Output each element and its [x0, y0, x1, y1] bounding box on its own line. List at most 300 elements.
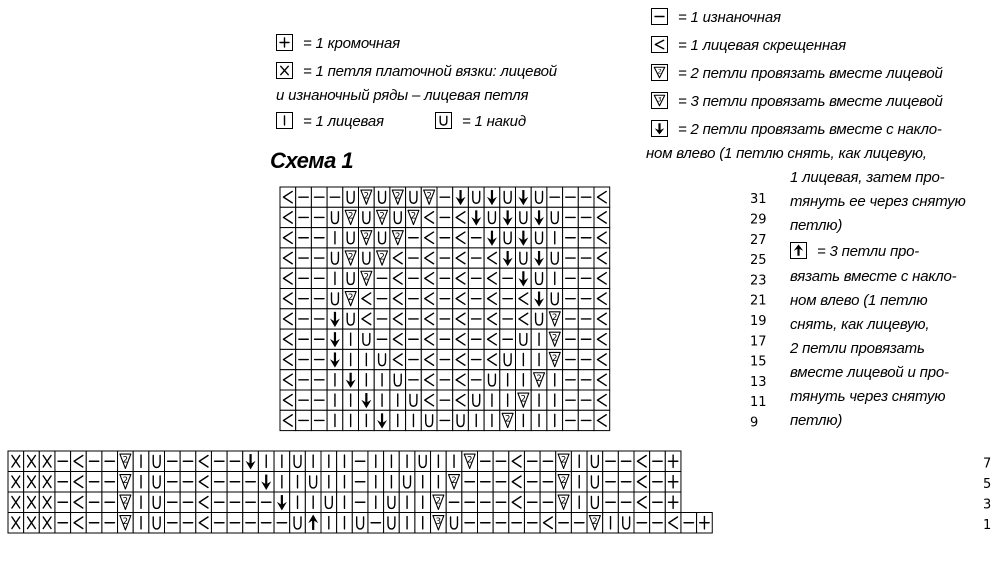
stitch-twisted [594, 248, 610, 268]
svg-text:2: 2 [122, 496, 129, 507]
legend-item-purl [651, 8, 781, 28]
legend-label: = 1 лицевая [302, 113, 384, 130]
legend-label: = 1 кромочная [302, 35, 400, 52]
stitch-purl [180, 472, 196, 493]
stitch-purl [311, 248, 327, 268]
stitch-yo [343, 268, 359, 288]
row-number: 9 [750, 415, 759, 431]
stitch-purl [524, 472, 540, 493]
yarn-over-icon [435, 112, 452, 129]
stitch-purl [578, 349, 594, 369]
stitch-yo [547, 248, 563, 268]
stitch-yo [327, 289, 343, 309]
lower-chart-grid [8, 451, 991, 533]
stitch-knit [484, 390, 500, 410]
stitch-purl [468, 349, 484, 369]
stitch-twisted [421, 309, 437, 329]
stitch-k2tog [556, 451, 572, 472]
stitch-yo [484, 207, 500, 227]
stitch-knit [133, 451, 149, 472]
stitch-yo [374, 228, 390, 248]
stitch-yo [352, 513, 368, 534]
stitch-twisted [421, 248, 437, 268]
stitch-purl [446, 492, 462, 513]
stitch-purl [311, 187, 327, 207]
stitch-purl [547, 187, 563, 207]
stitch-purl [180, 492, 196, 513]
stitch-purl [524, 492, 540, 513]
stitch-ssk [500, 207, 516, 227]
stitch-purl [468, 329, 484, 349]
stitch-purl [578, 187, 594, 207]
chart-row-1 [8, 513, 991, 534]
chart-row-15 [280, 349, 767, 369]
stitch-ssk [516, 228, 532, 248]
stitch-purl [243, 513, 259, 534]
k3tog-icon [651, 92, 668, 109]
stitch-ssk [531, 207, 547, 227]
stitch-purl [493, 472, 509, 493]
stitch-purl [227, 472, 243, 493]
stitch-purl [102, 451, 118, 472]
stitch-purl [578, 329, 594, 349]
stitch-purl [563, 187, 579, 207]
stitch-purl [563, 289, 579, 309]
row-number: 27 [750, 232, 767, 248]
stitch-twisted [594, 207, 610, 227]
stitch-knit [390, 410, 406, 430]
stitch-purl [563, 268, 579, 288]
svg-text:2: 2 [379, 211, 385, 222]
stitch-purl [603, 472, 619, 493]
stitch-k2tog [421, 187, 437, 207]
stitch-knit [384, 451, 400, 472]
stitch-purl [493, 492, 509, 513]
svg-text:2: 2 [363, 231, 370, 242]
edge-stitch-icon [276, 34, 293, 51]
legend-ssk-line2: ном влево (1 петлю снять, как лицевую, [646, 145, 927, 162]
stitch-yo [415, 451, 431, 472]
stitch-yo [149, 472, 165, 493]
stitch-yo [531, 268, 547, 288]
stitch-purl [211, 451, 227, 472]
stitch-purl [618, 451, 634, 472]
stitch-knit [368, 451, 384, 472]
stitch-ssk [531, 248, 547, 268]
stitch-purl [468, 248, 484, 268]
stitch-knit [274, 451, 290, 472]
stitch-yo [421, 410, 437, 430]
twisted-knit-icon [651, 36, 668, 53]
row-number: 23 [750, 273, 767, 289]
stitch-yo [290, 513, 306, 534]
stitch-twisted [196, 513, 212, 534]
stitch-twisted [453, 329, 469, 349]
stitch-purl [211, 513, 227, 534]
svg-text:2: 2 [552, 333, 558, 344]
stitch-yo [406, 390, 422, 410]
stitch-purl [437, 289, 453, 309]
stitch-yo [374, 187, 390, 207]
stitch-knit [321, 472, 337, 493]
stitch-knit [374, 390, 390, 410]
stitch-knit [133, 472, 149, 493]
row-number: 25 [750, 253, 767, 269]
stitch-k2tog [359, 187, 375, 207]
legend-ssk-line5: петлю) [790, 217, 843, 234]
stitch-twisted [421, 268, 437, 288]
stitch-knit [531, 329, 547, 349]
legend-item-garter [276, 62, 557, 82]
stitch-purl [406, 228, 422, 248]
stitch-k2tog [547, 349, 563, 369]
stitch-knit [327, 390, 343, 410]
stitch-yo [343, 228, 359, 248]
row-number: 5 [983, 476, 992, 492]
stitch-knit [399, 492, 415, 513]
stitch-purl [493, 513, 509, 534]
stitch-purl [437, 309, 453, 329]
purl-stitch-icon [651, 8, 668, 25]
svg-text:2: 2 [592, 516, 598, 527]
stitch-knit [500, 370, 516, 390]
stitch-purl [406, 349, 422, 369]
svg-text:2: 2 [379, 252, 385, 263]
stitch-yo [390, 370, 406, 390]
stitch-purl [563, 390, 579, 410]
stitch-purl [311, 289, 327, 309]
stitch-purl [352, 472, 368, 493]
stitch-purl [556, 513, 572, 534]
stitch-knit [603, 513, 619, 534]
stitch-k3tog [431, 513, 447, 534]
stitch-purl [258, 492, 274, 513]
stitch-knit [399, 513, 415, 534]
stitch-twisted [280, 248, 296, 268]
stitch-garter [8, 451, 24, 472]
svg-text:2: 2 [560, 496, 567, 507]
legend-item-sk2p [790, 242, 919, 262]
stitch-yo [327, 248, 343, 268]
stitch-ssk [243, 451, 259, 472]
chart-row-17 [280, 329, 767, 349]
svg-text:2: 2 [426, 191, 432, 202]
stitch-purl [478, 492, 494, 513]
stitch-edge [697, 513, 713, 534]
stitch-garter [24, 472, 40, 493]
stitch-ssk [500, 248, 516, 268]
stitch-purl [243, 492, 259, 513]
chart-row-23 [280, 268, 767, 288]
stitch-yo [399, 472, 415, 493]
stitch-purl [55, 451, 71, 472]
stitch-k2tog [390, 228, 406, 248]
svg-text:2: 2 [451, 475, 457, 486]
stitch-k2tog [374, 248, 390, 268]
stitch-yo [500, 228, 516, 248]
stitch-purl [634, 513, 650, 534]
stitch-purl [650, 472, 666, 493]
stitch-knit [571, 492, 587, 513]
chart-row-19 [280, 309, 767, 329]
stitch-purl [406, 289, 422, 309]
stitch-purl [274, 513, 290, 534]
stitch-purl [296, 370, 312, 390]
stitch-purl [524, 451, 540, 472]
stitch-purl [243, 472, 259, 493]
stitch-yo [390, 207, 406, 227]
stitch-knit [337, 492, 353, 513]
legend-item-knit [276, 112, 384, 132]
stitch-garter [24, 513, 40, 534]
stitch-yo [149, 451, 165, 472]
stitch-k2tog [343, 289, 359, 309]
stitch-knit [258, 451, 274, 472]
stitch-purl [563, 410, 579, 430]
stitch-purl [86, 472, 102, 493]
stitch-twisted [280, 207, 296, 227]
upper-chart-grid [280, 187, 767, 431]
stitch-purl [437, 390, 453, 410]
stitch-yo [384, 492, 400, 513]
stitch-knit [431, 472, 447, 493]
svg-text:2: 2 [410, 211, 417, 222]
stitch-purl [327, 187, 343, 207]
stitch-ssk [343, 370, 359, 390]
stitch-ssk [484, 228, 500, 248]
stitch-purl [468, 309, 484, 329]
stitch-purl [524, 513, 540, 534]
chart-row-7 [8, 451, 991, 472]
legend-label: = 1 изнаночная [677, 9, 781, 26]
stitch-twisted [359, 309, 375, 329]
stitch-twisted [665, 513, 681, 534]
stitch-knit [327, 410, 343, 430]
stitch-knit [368, 492, 384, 513]
legend-label: = 1 лицевая скрещенная [677, 37, 846, 54]
stitch-k2tog [431, 492, 447, 513]
stitch-twisted [280, 309, 296, 329]
stitch-knit [571, 472, 587, 493]
chart-row-5 [8, 472, 991, 493]
stitch-yo [374, 349, 390, 369]
stitch-ssk [516, 268, 532, 288]
stitch-knit [290, 472, 306, 493]
stitch-twisted [280, 410, 296, 430]
stitch-purl [86, 451, 102, 472]
stitch-twisted [421, 329, 437, 349]
svg-text:2: 2 [560, 455, 567, 466]
stitch-twisted [71, 492, 87, 513]
svg-text:2: 2 [122, 455, 129, 466]
stitch-twisted [594, 187, 610, 207]
stitch-k2tog [446, 472, 462, 493]
stitch-twisted [280, 370, 296, 390]
stitch-k2tog [118, 472, 134, 493]
svg-text:2: 2 [395, 191, 401, 202]
stitch-purl [296, 207, 312, 227]
stitch-purl [437, 370, 453, 390]
stitch-twisted [390, 329, 406, 349]
chart-row-13 [280, 370, 767, 390]
stitch-purl [578, 248, 594, 268]
stitch-yo [321, 492, 337, 513]
stitch-purl [296, 228, 312, 248]
stitch-twisted [453, 248, 469, 268]
stitch-twisted [390, 268, 406, 288]
stitch-twisted [453, 207, 469, 227]
stitch-ssk [327, 329, 343, 349]
stitch-purl [311, 309, 327, 329]
legend-sk2p-line3: ном влево (1 петлю [790, 292, 928, 309]
stitch-knit [327, 370, 343, 390]
stitch-knit [290, 492, 306, 513]
stitch-yo [500, 349, 516, 369]
svg-text:2: 2 [395, 231, 401, 242]
stitch-edge [665, 492, 681, 513]
stitch-purl [500, 329, 516, 349]
stitch-knit [547, 370, 563, 390]
stitch-purl [311, 390, 327, 410]
stitch-yo [484, 370, 500, 390]
stitch-yo [468, 390, 484, 410]
stitch-purl [296, 410, 312, 430]
legend-label: = 3 петли про- [816, 243, 920, 260]
stitch-purl [437, 248, 453, 268]
legend-item-yarn-over [435, 112, 526, 132]
stitch-purl [540, 472, 556, 493]
stitch-twisted [453, 309, 469, 329]
stitch-knit [500, 390, 516, 410]
stitch-k2tog [547, 329, 563, 349]
svg-text:2: 2 [363, 272, 370, 283]
stitch-purl [437, 349, 453, 369]
stitch-yo [384, 513, 400, 534]
row-number: 17 [750, 334, 767, 350]
stitch-purl [406, 248, 422, 268]
stitch-garter [39, 472, 55, 493]
stitch-purl [296, 268, 312, 288]
legend-item-garter-continued [276, 86, 528, 106]
stitch-twisted [71, 513, 87, 534]
stitch-purl [296, 187, 312, 207]
stitch-purl [571, 513, 587, 534]
stitch-purl [165, 472, 181, 493]
stitch-knit [327, 228, 343, 248]
stitch-twisted [280, 329, 296, 349]
stitch-twisted [509, 472, 525, 493]
stitch-purl [468, 289, 484, 309]
sk2p-arrow-up-icon [790, 242, 807, 259]
stitch-purl [493, 451, 509, 472]
stitch-knit [305, 451, 321, 472]
legend-label: = 1 петля платочной вязки: лицевой [302, 63, 557, 80]
stitch-knit [133, 492, 149, 513]
row-number: 13 [750, 374, 767, 390]
stitch-twisted [71, 451, 87, 472]
legend-item-edge [276, 34, 400, 54]
stitch-knit [274, 472, 290, 493]
stitch-purl [478, 472, 494, 493]
stitch-ssk [531, 289, 547, 309]
stitch-knit [374, 370, 390, 390]
stitch-twisted [484, 349, 500, 369]
stitch-knit [321, 451, 337, 472]
stitch-purl [406, 329, 422, 349]
stitch-yo [149, 492, 165, 513]
legend-sk2p-line7: тянуть через снятую [790, 388, 946, 405]
chart-row-31 [280, 187, 767, 207]
stitch-k2tog [118, 451, 134, 472]
stitch-twisted [484, 268, 500, 288]
stitch-purl [468, 370, 484, 390]
stitch-purl [165, 513, 181, 534]
stitch-yo [516, 207, 532, 227]
stitch-twisted [421, 228, 437, 248]
stitch-garter [8, 492, 24, 513]
stitch-yo [406, 187, 422, 207]
stitch-purl [311, 410, 327, 430]
stitch-twisted [453, 349, 469, 369]
legend-sk2p-line2: вязать вместе с накло- [790, 268, 957, 285]
stitch-twisted [484, 309, 500, 329]
stitch-twisted [390, 248, 406, 268]
stitch-knit [343, 410, 359, 430]
stitch-twisted [634, 451, 650, 472]
stitch-twisted [484, 289, 500, 309]
stitch-k2tog [343, 207, 359, 227]
chart-row-11 [280, 390, 767, 410]
stitch-purl [468, 268, 484, 288]
stitch-yo [305, 472, 321, 493]
stitch-yo [327, 207, 343, 227]
stitch-purl [563, 329, 579, 349]
stitch-purl [311, 370, 327, 390]
stitch-yo [343, 309, 359, 329]
stitch-purl [374, 289, 390, 309]
stitch-twisted [421, 390, 437, 410]
stitch-purl [86, 492, 102, 513]
stitch-purl [478, 513, 494, 534]
stitch-yo [587, 472, 603, 493]
stitch-yo [149, 513, 165, 534]
stitch-purl [368, 513, 384, 534]
stitch-yo [359, 329, 375, 349]
stitch-twisted [594, 268, 610, 288]
stitch-knit [327, 268, 343, 288]
legend-ssk-line3: 1 лицевая, затем про- [790, 169, 945, 186]
stitch-twisted [516, 309, 532, 329]
stitch-ssk [468, 207, 484, 227]
stitch-twisted [516, 289, 532, 309]
stitch-purl [406, 370, 422, 390]
stitch-twisted [634, 472, 650, 493]
svg-text:3: 3 [435, 516, 442, 527]
stitch-knit [415, 472, 431, 493]
stitch-purl [165, 492, 181, 513]
stitch-sk2p [305, 513, 321, 534]
stitch-knit [571, 451, 587, 472]
stitch-purl [540, 492, 556, 513]
stitch-knit [547, 268, 563, 288]
stitch-purl [296, 248, 312, 268]
legend-label: = 3 петли провязать вместе лицевой [677, 93, 943, 110]
legend-sk2p-line5: 2 петли провязать [790, 340, 925, 357]
stitch-ssk [274, 492, 290, 513]
stitch-yo [587, 451, 603, 472]
svg-text:2: 2 [536, 374, 542, 385]
stitch-knit [547, 228, 563, 248]
